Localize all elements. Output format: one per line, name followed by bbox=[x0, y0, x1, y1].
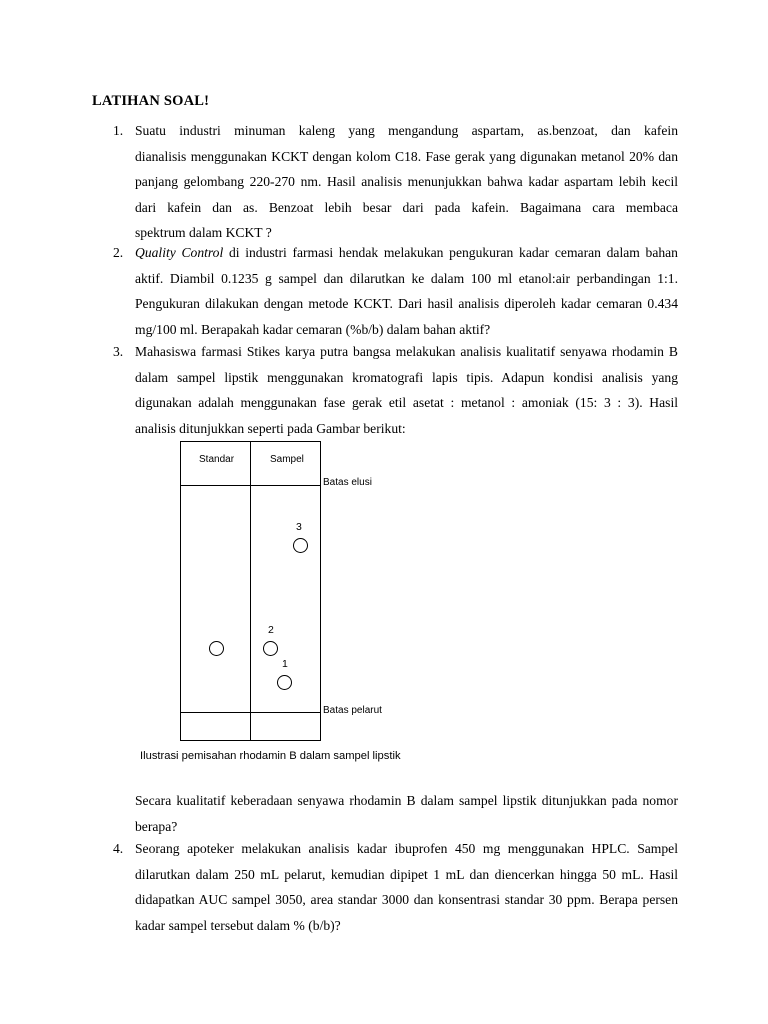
question-number: 4. bbox=[113, 841, 124, 856]
question-line: digunakan adalah menggunakan fase gerak etil asetat : metanol : amoniak (15: 3 : 3). Hasil bbox=[135, 395, 678, 410]
italic-term: Quality Control bbox=[135, 245, 224, 260]
question-line: didapatkan AUC sampel 3050, area standar 3000 dan konsentrasi standar 30 ppm. Berapa persen bbox=[135, 892, 678, 907]
question-4 bbox=[113, 836, 678, 938]
column-header-sample: Sampel bbox=[270, 454, 304, 465]
question-line: Secara kualitatif keberadaan senyawa rhodamin B dalam sampel lipstik ditunjukkan pada nomor bbox=[135, 793, 678, 808]
column-header-standard: Standar bbox=[199, 454, 235, 465]
question-number: 2. bbox=[113, 245, 124, 260]
standard-spot bbox=[209, 641, 224, 656]
question-line: Pengukuran dilakukan dengan metode KCKT. Dari hasil analisis diperoleh kadar cemaran 0.434 bbox=[135, 296, 678, 311]
question-line: kadar sampel tersebut dalam % (b/b)? bbox=[135, 917, 341, 933]
question-line: panjang gelombang 220-270 nm. Hasil analisis menunjukkan bahwa kadar aspartam lebih kecil bbox=[135, 174, 678, 189]
spot-label-3: 3 bbox=[296, 521, 302, 533]
question-line: dalam sampel lipstik menggunakan kromatografi lapis tipis. Adapun kondisi analisis yang bbox=[135, 369, 678, 385]
question-2 bbox=[113, 240, 678, 342]
question-3 bbox=[113, 339, 678, 441]
question-line: analisis ditunjukkan seperti pada Gambar berikut: bbox=[135, 420, 406, 436]
question-1 bbox=[113, 118, 678, 246]
solvent-limit-label: Batas pelarut bbox=[323, 705, 382, 716]
elution-limit-line bbox=[181, 485, 320, 486]
question-line: spektrum dalam KCKT ? bbox=[135, 225, 272, 240]
spot-label-2: 2 bbox=[268, 624, 274, 636]
sample-spot-3 bbox=[293, 538, 308, 553]
question-line: dilarutkan dalam 250 mL pelarut, kemudian dipipet 1 mL dan diencerkan hingga 50 mL. Hasil bbox=[135, 866, 678, 882]
question-line-rest: di industri farmasi hendak melakukan pengukuran kadar cemaran dalam bahan bbox=[223, 245, 678, 260]
lane-divider bbox=[250, 442, 251, 740]
question-line: dari kafein dan as. Benzoat lebih besar dari pada kafein. Bagaimana cara membaca bbox=[135, 199, 678, 215]
question-line: berapa? bbox=[135, 818, 178, 834]
page-title: LATIHAN SOAL! bbox=[92, 93, 210, 109]
solvent-limit-line bbox=[181, 712, 320, 713]
question-line: aktif. Diambil 0.1235 g sampel dan dilarutkan ke dalam 100 ml etanol:air perbandingan 1:1. bbox=[135, 270, 678, 286]
question-line: Suatu industri minuman kaleng yang mengandung aspartam, as.benzoat, dan kafein bbox=[135, 123, 678, 138]
question-line bbox=[135, 240, 678, 266]
question-number: 3. bbox=[113, 344, 124, 359]
question-line: mg/100 ml. Berapakah kadar cemaran (%b/b) dalam bahan aktif? bbox=[135, 321, 491, 337]
spot-label-1: 1 bbox=[282, 658, 288, 670]
question-3-followup bbox=[135, 788, 678, 839]
sample-spot-2 bbox=[263, 641, 278, 656]
tlc-plate bbox=[180, 441, 321, 741]
question-line: Seorang apoteker melakukan analisis kadar ibuprofen 450 mg menggunakan HPLC. Sampel bbox=[135, 841, 678, 856]
figure-caption: Ilustrasi pemisahan rhodamin B dalam sampel lipstik bbox=[140, 750, 401, 762]
question-line: dianalisis menggunakan KCKT dengan kolom C18. Fase gerak yang digunakan metanol 20% dan bbox=[135, 148, 678, 164]
question-number: 1. bbox=[113, 123, 124, 138]
elution-limit-label: Batas elusi bbox=[323, 477, 372, 488]
question-line: Mahasiswa farmasi Stikes karya putra bangsa melakukan analisis kualitatif senyawa rhodamin B bbox=[135, 344, 678, 359]
sample-spot-1 bbox=[277, 675, 292, 690]
